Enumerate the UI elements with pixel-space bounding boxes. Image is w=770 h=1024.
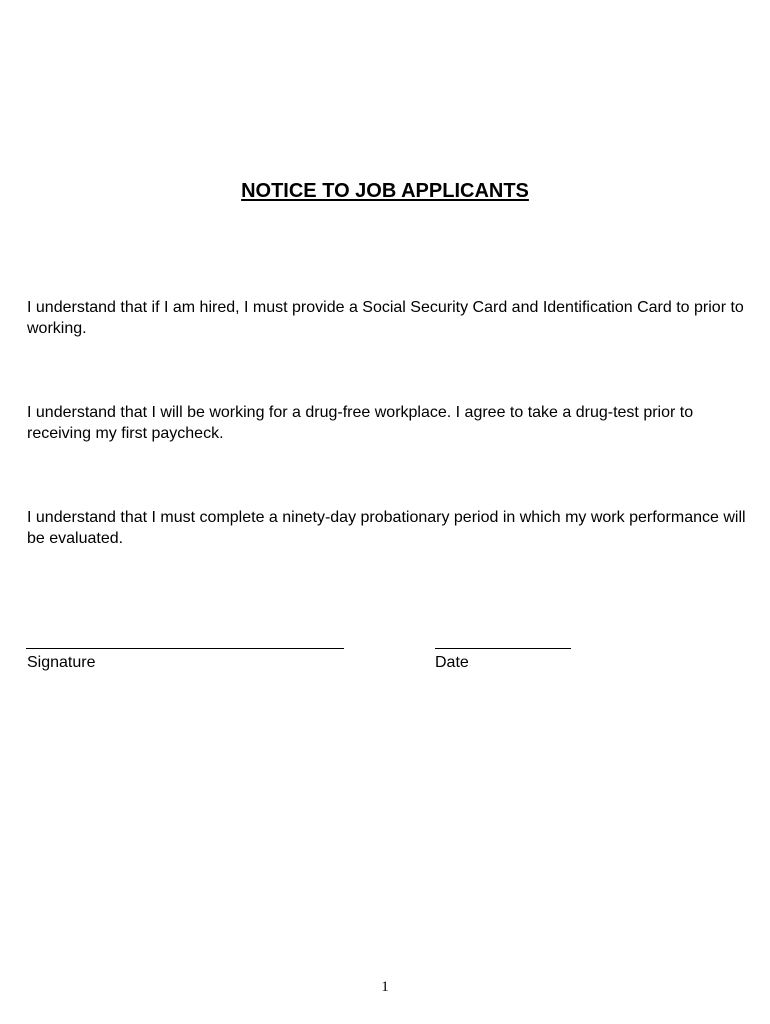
statement-drug-free-workplace: I understand that I will be working for a drug-free workplace. I agree to take a drug-test prior to receiving my first paycheck. bbox=[27, 404, 694, 442]
page-number: 1 bbox=[381, 979, 389, 995]
signature-line[interactable] bbox=[26, 648, 344, 649]
date-line[interactable] bbox=[435, 648, 571, 649]
statement-id-requirement: I understand that if I am hired, I must provide a Social Security Card and Identification Card to prior to working. bbox=[27, 299, 744, 337]
signature-label: Signature bbox=[27, 654, 96, 671]
statement-probationary-period: I understand that I must complete a ninety-day probationary period in which my work performance will be evaluated. bbox=[27, 509, 746, 547]
page-title: NOTICE TO JOB APPLICANTS bbox=[241, 180, 529, 202]
date-label: Date bbox=[435, 654, 469, 671]
